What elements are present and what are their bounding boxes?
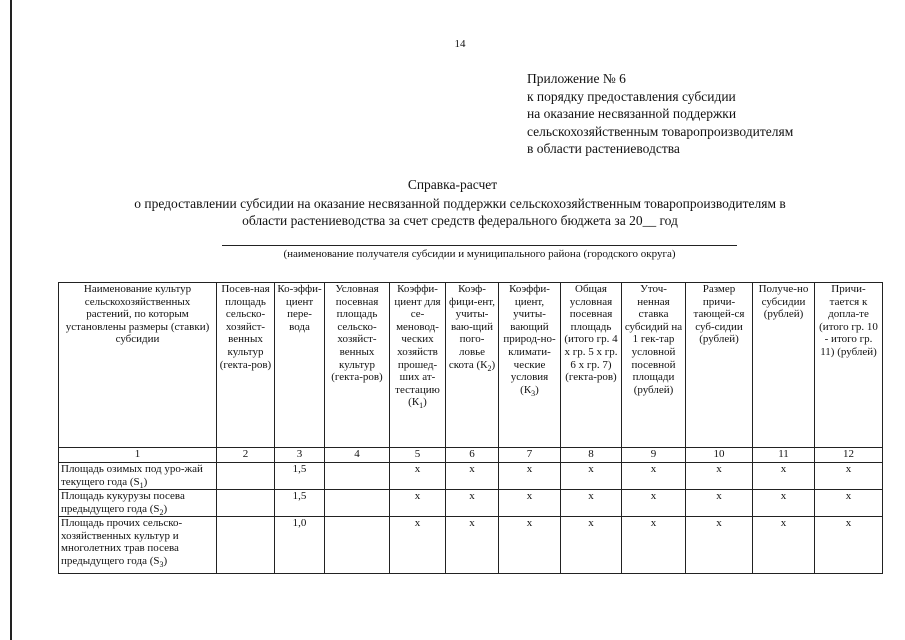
row-label-subscript: 1 [139, 480, 144, 490]
header-cell: Уточ-ненная ставка субсидий на 1 гек-тар условной посевной площади (рублей) [622, 283, 686, 448]
table-cell: x [446, 463, 499, 490]
appendix-line: к порядку предоставления субсидии [527, 88, 736, 104]
calculation-table [58, 282, 883, 574]
header-subscript: 1 [419, 401, 424, 411]
header-cell: Ко-эффи-циент пере-вода [275, 283, 325, 448]
document-title: Справка-расчет [407, 177, 498, 192]
header-cell: Наименование культур сельскохозяйственных растений, по которым установлены размеры (ставки) субсидии [59, 283, 217, 448]
table-cell: 1,5 [275, 463, 325, 490]
table-cell: x [390, 463, 446, 490]
table-cell: x [446, 517, 499, 574]
row-label-text: Площадь прочих сельско-хозяйственных культур и многолетних трав посева предыдущего года (S [61, 517, 183, 567]
column-number: 12 [815, 448, 883, 463]
row-label: Площадь озимых под уро-жай текущего года $(S_1)$ [59, 463, 217, 490]
recipient-fill-line [222, 245, 737, 246]
table-cell: x [561, 517, 622, 574]
row-label-subscript: 2 [159, 507, 164, 517]
table-cell: x [815, 517, 883, 574]
appendix-line: Приложение № 6 [527, 71, 626, 86]
row-label: Площадь прочих сельско-хозяйственных культур и многолетних трав посева предыдущего года $(S_3)$ [59, 517, 217, 574]
table-cell: x [753, 490, 815, 517]
header-text: Коэф-фици-ент, учиты-ваю-щий пого-ловье скота (К [448, 283, 495, 371]
column-number: 8 [561, 448, 622, 463]
table-cell: x [686, 490, 753, 517]
column-number: 6 [446, 448, 499, 463]
column-number: 5 [390, 448, 446, 463]
recipient-caption: (наименование получателя субсидии и муниципального района (городского округа) [283, 248, 676, 260]
header-cell: Коэффи-циент, учиты-вающий природ-но-климати-ческие условия $(К_3)$ [499, 283, 561, 448]
table-cell: x [686, 463, 753, 490]
appendix-block [527, 70, 793, 158]
table-header-row [59, 283, 883, 448]
table-cell: x [390, 490, 446, 517]
table-cell: 1,5 [275, 490, 325, 517]
table-cell: x [686, 517, 753, 574]
column-number: 11 [753, 448, 815, 463]
table-cell: x [499, 463, 561, 490]
column-number: 10 [686, 448, 753, 463]
table-row [59, 490, 883, 517]
header-cell: Общая условная посевная площадь (итого гр. 4 х гр. 5 х гр. 6 х гр. 7) (гекта-ров) [561, 283, 622, 448]
column-number: 2 [217, 448, 275, 463]
appendix-line: сельскохозяйственным товаропроизводителям [527, 123, 794, 139]
table-cell [217, 517, 275, 574]
table-cell: x [815, 490, 883, 517]
row-label-text: Площадь кукурузы посева предыдущего года (S [61, 490, 185, 515]
table-cell: x [499, 490, 561, 517]
table-row [59, 463, 883, 490]
table-row [59, 517, 883, 574]
page-edge-line [10, 0, 12, 640]
column-number-row [59, 448, 883, 463]
table-cell: x [622, 463, 686, 490]
page-number: 14 [454, 38, 466, 50]
column-number: 9 [622, 448, 686, 463]
table-cell [217, 463, 275, 490]
column-number: 7 [499, 448, 561, 463]
appendix-line: в области растениеводства [527, 141, 680, 156]
document-subtitle [60, 195, 860, 229]
header-text: Коэффи-циент для се-меновод-ческих хозяйств прошед-ших ат-тестацию (К [394, 283, 441, 409]
table-cell: 1,0 [275, 517, 325, 574]
header-subscript: 2 [487, 363, 492, 373]
appendix-line: на оказание несвязанной поддержки [527, 106, 737, 121]
table-cell: x [622, 490, 686, 517]
header-cell: Получе-но субсидии (рублей) [753, 283, 815, 448]
header-cell: Коэф-фици-ент, учиты-ваю-щий пого-ловье скота $(К_2)$ [446, 283, 499, 448]
table-cell: x [622, 517, 686, 574]
subtitle-line-2: области растениеводства за счет средств федерального бюджета за 20__ год [242, 213, 678, 228]
row-label-text: Площадь озимых под уро-жай текущего года (S [61, 463, 203, 488]
header-cell: Условная посевная площадь сельско-хозяйст-венных культур (гекта-ров) [325, 283, 390, 448]
table-cell [325, 490, 390, 517]
table-cell [325, 517, 390, 574]
table-cell: x [561, 463, 622, 490]
header-text: Коэффи-циент, учиты-вающий природ-но-климати-ческие условия (К [503, 283, 556, 396]
subtitle-line-1: о предоставлении субсидии на оказание несвязанной поддержки сельскохозяйственным товаропроизводителям в [134, 196, 786, 211]
table-cell: x [390, 517, 446, 574]
header-cell: Размер причи-тающей-ся суб-сидии (рублей) [686, 283, 753, 448]
table-cell: x [753, 517, 815, 574]
table-cell [217, 490, 275, 517]
header-cell: Посев-ная площадь сельско-хозяйст-венных культур (гекта-ров) [217, 283, 275, 448]
column-number: 1 [59, 448, 217, 463]
header-cell: Причи-тается к допла-те (итого гр. 10 - итого гр. 11) (рублей) [815, 283, 883, 448]
header-cell: Коэффи-циент для се-меновод-ческих хозяйств прошед-ших ат-тестацию $(К_1)$ [390, 283, 446, 448]
column-number: 3 [275, 448, 325, 463]
row-label-subscript: 3 [159, 559, 164, 569]
table-cell: x [753, 463, 815, 490]
column-number: 4 [325, 448, 390, 463]
table-cell: x [815, 463, 883, 490]
row-label: Площадь кукурузы посева предыдущего года $(S_2)$ [59, 490, 217, 517]
table-cell [325, 463, 390, 490]
header-subscript: 3 [531, 388, 536, 398]
table-cell: x [499, 517, 561, 574]
table-cell: x [446, 490, 499, 517]
table-cell: x [561, 490, 622, 517]
